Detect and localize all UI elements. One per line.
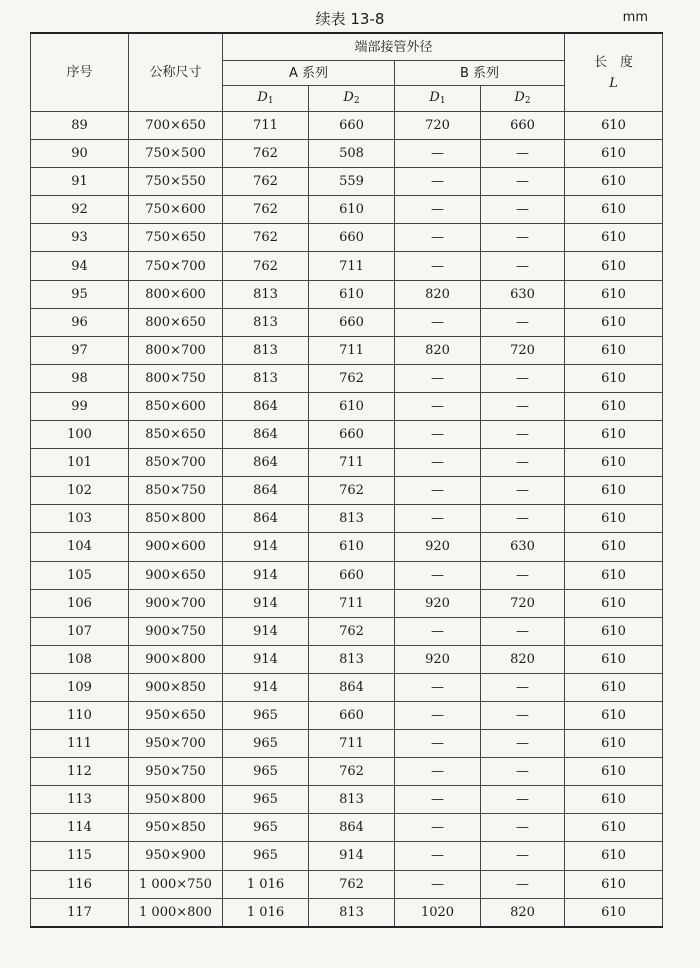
cell-index: 104 bbox=[31, 533, 129, 561]
header-series-a: A 系列 bbox=[223, 61, 395, 86]
cell-index: 89 bbox=[31, 112, 129, 140]
cell-length: 610 bbox=[565, 758, 663, 786]
cell-length: 610 bbox=[565, 252, 663, 280]
cell-a-d1: 762 bbox=[223, 140, 309, 168]
cell-a-d2: 762 bbox=[309, 870, 395, 898]
cell-a-d2: 813 bbox=[309, 898, 395, 927]
cell-b-d1: — bbox=[395, 140, 481, 168]
cell-nominal-size: 900×850 bbox=[129, 673, 223, 701]
table-row bbox=[31, 645, 663, 673]
cell-index: 108 bbox=[31, 645, 129, 673]
cell-b-d1: 920 bbox=[395, 645, 481, 673]
cell-b-d2: — bbox=[481, 561, 565, 589]
cell-a-d1: 965 bbox=[223, 730, 309, 758]
cell-nominal-size: 900×800 bbox=[129, 645, 223, 673]
cell-length: 610 bbox=[565, 701, 663, 729]
cell-nominal-size: 950×900 bbox=[129, 842, 223, 870]
table-row bbox=[31, 140, 663, 168]
cell-a-d2: 914 bbox=[309, 842, 395, 870]
table-row bbox=[31, 364, 663, 392]
cell-index: 115 bbox=[31, 842, 129, 870]
table-row bbox=[31, 870, 663, 898]
table-row bbox=[31, 814, 663, 842]
cell-b-d1: — bbox=[395, 421, 481, 449]
table-title: 续表 13-8 bbox=[315, 10, 385, 28]
cell-b-d2: — bbox=[481, 392, 565, 420]
cell-index: 100 bbox=[31, 421, 129, 449]
cell-a-d2: 711 bbox=[309, 336, 395, 364]
header-length bbox=[565, 33, 663, 112]
cell-a-d2: 610 bbox=[309, 196, 395, 224]
cell-nominal-size: 1 000×800 bbox=[129, 898, 223, 927]
cell-a-d1: 864 bbox=[223, 505, 309, 533]
table-row bbox=[31, 786, 663, 814]
header-a-d2: $D_2$ bbox=[309, 86, 395, 112]
cell-a-d1: 965 bbox=[223, 814, 309, 842]
cell-length: 610 bbox=[565, 786, 663, 814]
cell-a-d2: 711 bbox=[309, 252, 395, 280]
header-index: 序号 bbox=[31, 33, 129, 112]
cell-a-d2: 660 bbox=[309, 421, 395, 449]
cell-a-d2: 711 bbox=[309, 449, 395, 477]
cell-b-d1: — bbox=[395, 561, 481, 589]
cell-b-d1: 720 bbox=[395, 112, 481, 140]
pipe-size-table bbox=[30, 32, 663, 928]
cell-a-d1: 711 bbox=[223, 112, 309, 140]
table-row bbox=[31, 449, 663, 477]
cell-a-d1: 914 bbox=[223, 561, 309, 589]
cell-b-d1: — bbox=[395, 505, 481, 533]
cell-length: 610 bbox=[565, 730, 663, 758]
cell-length: 610 bbox=[565, 842, 663, 870]
cell-nominal-size: 950×750 bbox=[129, 758, 223, 786]
cell-a-d1: 864 bbox=[223, 392, 309, 420]
cell-a-d2: 864 bbox=[309, 673, 395, 701]
cell-b-d2: — bbox=[481, 505, 565, 533]
cell-b-d1: — bbox=[395, 701, 481, 729]
cell-a-d2: 660 bbox=[309, 308, 395, 336]
cell-b-d1: — bbox=[395, 392, 481, 420]
cell-nominal-size: 850×800 bbox=[129, 505, 223, 533]
table-row bbox=[31, 505, 663, 533]
cell-a-d1: 762 bbox=[223, 224, 309, 252]
cell-index: 103 bbox=[31, 505, 129, 533]
cell-index: 99 bbox=[31, 392, 129, 420]
cell-nominal-size: 800×600 bbox=[129, 280, 223, 308]
cell-b-d2: — bbox=[481, 140, 565, 168]
cell-length: 610 bbox=[565, 449, 663, 477]
cell-b-d2: 820 bbox=[481, 898, 565, 927]
cell-index: 113 bbox=[31, 786, 129, 814]
cell-b-d2: — bbox=[481, 758, 565, 786]
table-body bbox=[31, 112, 663, 927]
cell-nominal-size: 900×750 bbox=[129, 617, 223, 645]
cell-b-d2: — bbox=[481, 701, 565, 729]
cell-a-d1: 1 016 bbox=[223, 870, 309, 898]
cell-a-d1: 813 bbox=[223, 364, 309, 392]
cell-length: 610 bbox=[565, 336, 663, 364]
cell-b-d2: — bbox=[481, 224, 565, 252]
table-row bbox=[31, 477, 663, 505]
header-a-d1: $D_1$ bbox=[223, 86, 309, 112]
table-row bbox=[31, 673, 663, 701]
cell-b-d2: 630 bbox=[481, 533, 565, 561]
cell-nominal-size: 950×700 bbox=[129, 730, 223, 758]
cell-b-d2: 720 bbox=[481, 589, 565, 617]
cell-b-d2: 630 bbox=[481, 280, 565, 308]
cell-nominal-size: 700×650 bbox=[129, 112, 223, 140]
cell-nominal-size: 750×700 bbox=[129, 252, 223, 280]
cell-length: 610 bbox=[565, 168, 663, 196]
cell-a-d1: 864 bbox=[223, 421, 309, 449]
cell-b-d1: — bbox=[395, 730, 481, 758]
cell-index: 110 bbox=[31, 701, 129, 729]
cell-b-d1: — bbox=[395, 842, 481, 870]
cell-a-d1: 914 bbox=[223, 533, 309, 561]
header-b-d1: $D_1$ bbox=[395, 86, 481, 112]
cell-nominal-size: 850×750 bbox=[129, 477, 223, 505]
cell-a-d2: 813 bbox=[309, 786, 395, 814]
cell-b-d2: 660 bbox=[481, 112, 565, 140]
cell-a-d2: 610 bbox=[309, 392, 395, 420]
cell-index: 91 bbox=[31, 168, 129, 196]
cell-b-d1: 820 bbox=[395, 336, 481, 364]
cell-b-d2: — bbox=[481, 449, 565, 477]
cell-length: 610 bbox=[565, 392, 663, 420]
cell-b-d2: — bbox=[481, 617, 565, 645]
cell-length: 610 bbox=[565, 364, 663, 392]
cell-a-d2: 711 bbox=[309, 730, 395, 758]
cell-nominal-size: 800×650 bbox=[129, 308, 223, 336]
cell-b-d1: — bbox=[395, 477, 481, 505]
cell-b-d1: 920 bbox=[395, 589, 481, 617]
cell-nominal-size: 850×650 bbox=[129, 421, 223, 449]
cell-b-d2: — bbox=[481, 421, 565, 449]
cell-a-d2: 508 bbox=[309, 140, 395, 168]
table-row bbox=[31, 701, 663, 729]
cell-b-d1: — bbox=[395, 449, 481, 477]
table-row bbox=[31, 842, 663, 870]
cell-index: 105 bbox=[31, 561, 129, 589]
cell-a-d1: 762 bbox=[223, 252, 309, 280]
header-length-symbol: L bbox=[609, 75, 618, 91]
cell-a-d1: 864 bbox=[223, 477, 309, 505]
cell-nominal-size: 850×600 bbox=[129, 392, 223, 420]
cell-length: 610 bbox=[565, 421, 663, 449]
cell-b-d2: — bbox=[481, 673, 565, 701]
cell-a-d1: 914 bbox=[223, 589, 309, 617]
table-row bbox=[31, 421, 663, 449]
cell-index: 106 bbox=[31, 589, 129, 617]
cell-a-d1: 914 bbox=[223, 673, 309, 701]
cell-b-d1: — bbox=[395, 814, 481, 842]
cell-b-d1: — bbox=[395, 168, 481, 196]
cell-nominal-size: 900×650 bbox=[129, 561, 223, 589]
cell-a-d1: 762 bbox=[223, 168, 309, 196]
table-row bbox=[31, 589, 663, 617]
cell-b-d1: — bbox=[395, 786, 481, 814]
cell-b-d1: 1020 bbox=[395, 898, 481, 927]
cell-a-d2: 610 bbox=[309, 280, 395, 308]
cell-length: 610 bbox=[565, 673, 663, 701]
cell-index: 109 bbox=[31, 673, 129, 701]
table-row bbox=[31, 112, 663, 140]
cell-a-d2: 559 bbox=[309, 168, 395, 196]
table-row bbox=[31, 758, 663, 786]
table-row bbox=[31, 308, 663, 336]
cell-b-d2: — bbox=[481, 196, 565, 224]
cell-length: 610 bbox=[565, 280, 663, 308]
table-row bbox=[31, 336, 663, 364]
header-nominal-size: 公称尺寸 bbox=[129, 33, 223, 112]
cell-b-d1: — bbox=[395, 308, 481, 336]
table-row bbox=[31, 392, 663, 420]
cell-nominal-size: 750×650 bbox=[129, 224, 223, 252]
cell-b-d2: — bbox=[481, 814, 565, 842]
header-series-b: B 系列 bbox=[395, 61, 565, 86]
cell-nominal-size: 800×750 bbox=[129, 364, 223, 392]
cell-a-d2: 711 bbox=[309, 589, 395, 617]
cell-length: 610 bbox=[565, 617, 663, 645]
cell-nominal-size: 750×550 bbox=[129, 168, 223, 196]
table-row bbox=[31, 280, 663, 308]
cell-index: 92 bbox=[31, 196, 129, 224]
cell-index: 116 bbox=[31, 870, 129, 898]
cell-b-d2: — bbox=[481, 168, 565, 196]
cell-b-d2: — bbox=[481, 870, 565, 898]
cell-nominal-size: 800×700 bbox=[129, 336, 223, 364]
cell-b-d2: — bbox=[481, 730, 565, 758]
cell-a-d2: 762 bbox=[309, 758, 395, 786]
cell-a-d1: 965 bbox=[223, 758, 309, 786]
cell-b-d1: 820 bbox=[395, 280, 481, 308]
cell-a-d1: 1 016 bbox=[223, 898, 309, 927]
header-b-d2: $D_2$ bbox=[481, 86, 565, 112]
cell-a-d2: 762 bbox=[309, 364, 395, 392]
cell-b-d1: — bbox=[395, 252, 481, 280]
table-row bbox=[31, 561, 663, 589]
cell-b-d1: 920 bbox=[395, 533, 481, 561]
cell-length: 610 bbox=[565, 477, 663, 505]
cell-index: 112 bbox=[31, 758, 129, 786]
cell-index: 95 bbox=[31, 280, 129, 308]
cell-b-d1: — bbox=[395, 196, 481, 224]
cell-length: 610 bbox=[565, 505, 663, 533]
cell-index: 98 bbox=[31, 364, 129, 392]
cell-a-d2: 762 bbox=[309, 617, 395, 645]
cell-a-d2: 813 bbox=[309, 505, 395, 533]
cell-a-d2: 660 bbox=[309, 112, 395, 140]
cell-nominal-size: 1 000×750 bbox=[129, 870, 223, 898]
cell-b-d2: — bbox=[481, 252, 565, 280]
cell-b-d1: — bbox=[395, 364, 481, 392]
table-row bbox=[31, 252, 663, 280]
table-caption bbox=[0, 6, 700, 28]
cell-b-d2: 720 bbox=[481, 336, 565, 364]
cell-length: 610 bbox=[565, 645, 663, 673]
table-row bbox=[31, 898, 663, 927]
cell-nominal-size: 850×700 bbox=[129, 449, 223, 477]
table-row bbox=[31, 617, 663, 645]
cell-a-d1: 864 bbox=[223, 449, 309, 477]
cell-index: 114 bbox=[31, 814, 129, 842]
cell-b-d2: — bbox=[481, 842, 565, 870]
cell-a-d1: 762 bbox=[223, 196, 309, 224]
cell-a-d2: 813 bbox=[309, 645, 395, 673]
cell-a-d2: 660 bbox=[309, 224, 395, 252]
cell-a-d1: 914 bbox=[223, 617, 309, 645]
cell-b-d2: — bbox=[481, 786, 565, 814]
cell-nominal-size: 750×500 bbox=[129, 140, 223, 168]
cell-length: 610 bbox=[565, 224, 663, 252]
cell-length: 610 bbox=[565, 870, 663, 898]
cell-b-d1: — bbox=[395, 617, 481, 645]
cell-nominal-size: 750×600 bbox=[129, 196, 223, 224]
table-row bbox=[31, 224, 663, 252]
cell-index: 107 bbox=[31, 617, 129, 645]
cell-index: 111 bbox=[31, 730, 129, 758]
cell-nominal-size: 900×600 bbox=[129, 533, 223, 561]
cell-a-d1: 813 bbox=[223, 336, 309, 364]
cell-a-d1: 813 bbox=[223, 280, 309, 308]
cell-b-d2: — bbox=[481, 477, 565, 505]
table-row bbox=[31, 168, 663, 196]
cell-a-d2: 660 bbox=[309, 561, 395, 589]
cell-length: 610 bbox=[565, 898, 663, 927]
cell-b-d2: — bbox=[481, 364, 565, 392]
table-unit: mm bbox=[622, 10, 648, 25]
cell-index: 90 bbox=[31, 140, 129, 168]
cell-a-d1: 813 bbox=[223, 308, 309, 336]
cell-a-d1: 965 bbox=[223, 786, 309, 814]
cell-length: 610 bbox=[565, 196, 663, 224]
cell-b-d2: — bbox=[481, 308, 565, 336]
cell-length: 610 bbox=[565, 561, 663, 589]
cell-index: 101 bbox=[31, 449, 129, 477]
table-row bbox=[31, 196, 663, 224]
cell-b-d1: — bbox=[395, 870, 481, 898]
cell-index: 102 bbox=[31, 477, 129, 505]
header-length-label: 长 度 bbox=[594, 54, 634, 70]
cell-index: 96 bbox=[31, 308, 129, 336]
cell-length: 610 bbox=[565, 112, 663, 140]
cell-length: 610 bbox=[565, 589, 663, 617]
cell-length: 610 bbox=[565, 814, 663, 842]
cell-index: 97 bbox=[31, 336, 129, 364]
cell-length: 610 bbox=[565, 140, 663, 168]
cell-a-d2: 762 bbox=[309, 477, 395, 505]
cell-nominal-size: 900×700 bbox=[129, 589, 223, 617]
cell-b-d1: — bbox=[395, 224, 481, 252]
cell-a-d1: 965 bbox=[223, 842, 309, 870]
cell-a-d2: 610 bbox=[309, 533, 395, 561]
cell-nominal-size: 950×850 bbox=[129, 814, 223, 842]
table-row bbox=[31, 533, 663, 561]
cell-b-d1: — bbox=[395, 758, 481, 786]
cell-index: 93 bbox=[31, 224, 129, 252]
cell-a-d2: 864 bbox=[309, 814, 395, 842]
cell-index: 94 bbox=[31, 252, 129, 280]
cell-nominal-size: 950×800 bbox=[129, 786, 223, 814]
cell-index: 117 bbox=[31, 898, 129, 927]
table-row bbox=[31, 730, 663, 758]
cell-length: 610 bbox=[565, 533, 663, 561]
cell-length: 610 bbox=[565, 308, 663, 336]
cell-a-d1: 965 bbox=[223, 701, 309, 729]
cell-b-d1: — bbox=[395, 673, 481, 701]
cell-nominal-size: 950×650 bbox=[129, 701, 223, 729]
cell-b-d2: 820 bbox=[481, 645, 565, 673]
header-end-pipe-od: 端部接管外径 bbox=[223, 33, 565, 61]
cell-a-d1: 914 bbox=[223, 645, 309, 673]
cell-a-d2: 660 bbox=[309, 701, 395, 729]
